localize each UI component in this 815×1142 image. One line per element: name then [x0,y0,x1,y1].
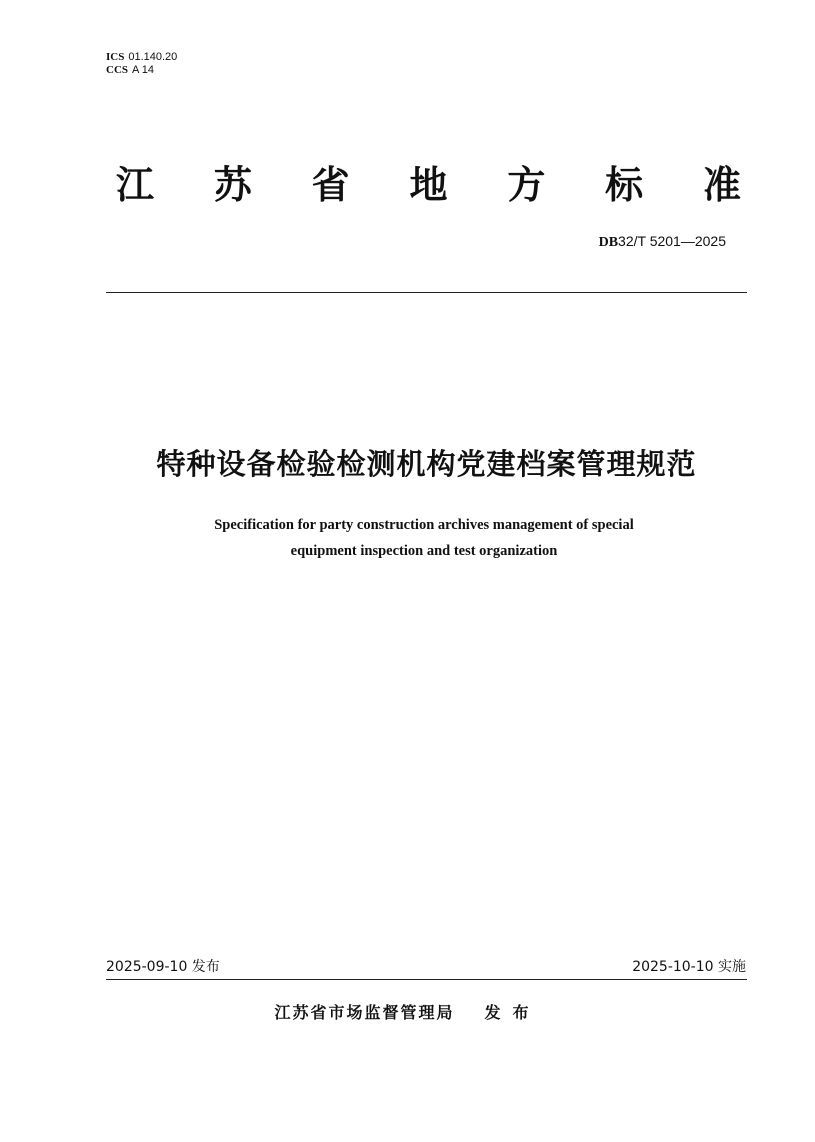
ics-code [106,51,177,64]
ics-value: 01.140.20 [128,51,178,63]
standard-type-char: 准 [702,163,741,207]
document-title-english [0,512,815,564]
ccs-code [106,64,177,77]
standard-type-char: 江 [116,163,155,207]
standard-type-char: 标 [605,163,644,207]
standard-type-char: 省 [311,163,350,207]
standard-number-prefix: DB [598,235,619,250]
standard-number [599,232,726,252]
standard-type-heading [116,160,741,210]
classification-codes [106,51,177,77]
ccs-label: CCS [106,64,129,76]
top-divider [106,292,747,293]
issuer-name: 江苏省市场监督管理局 [274,1003,455,1022]
standard-type-char: 地 [409,163,448,207]
title-english-line: equipment inspection and test organization [290,543,558,559]
standard-number-rest: 32/T 5201—2025 [618,233,726,249]
standard-type-char: 苏 [213,163,252,207]
issuing-authority [0,1002,815,1024]
document-title-chinese: 特种设备检验检测机构党建档案管理规范 [156,447,697,481]
ics-label: ICS [106,51,125,63]
bottom-divider [106,979,747,980]
title-english-line: Specification for party construction archives management of special [214,517,634,533]
ccs-value: A 14 [132,64,155,76]
standard-type-char: 方 [507,163,546,207]
issuer-verb: 发布 [484,1003,541,1022]
implementation-date: 2025-10-10 实施 [632,959,746,975]
issue-date: 2025-09-10 发布 [106,959,220,975]
